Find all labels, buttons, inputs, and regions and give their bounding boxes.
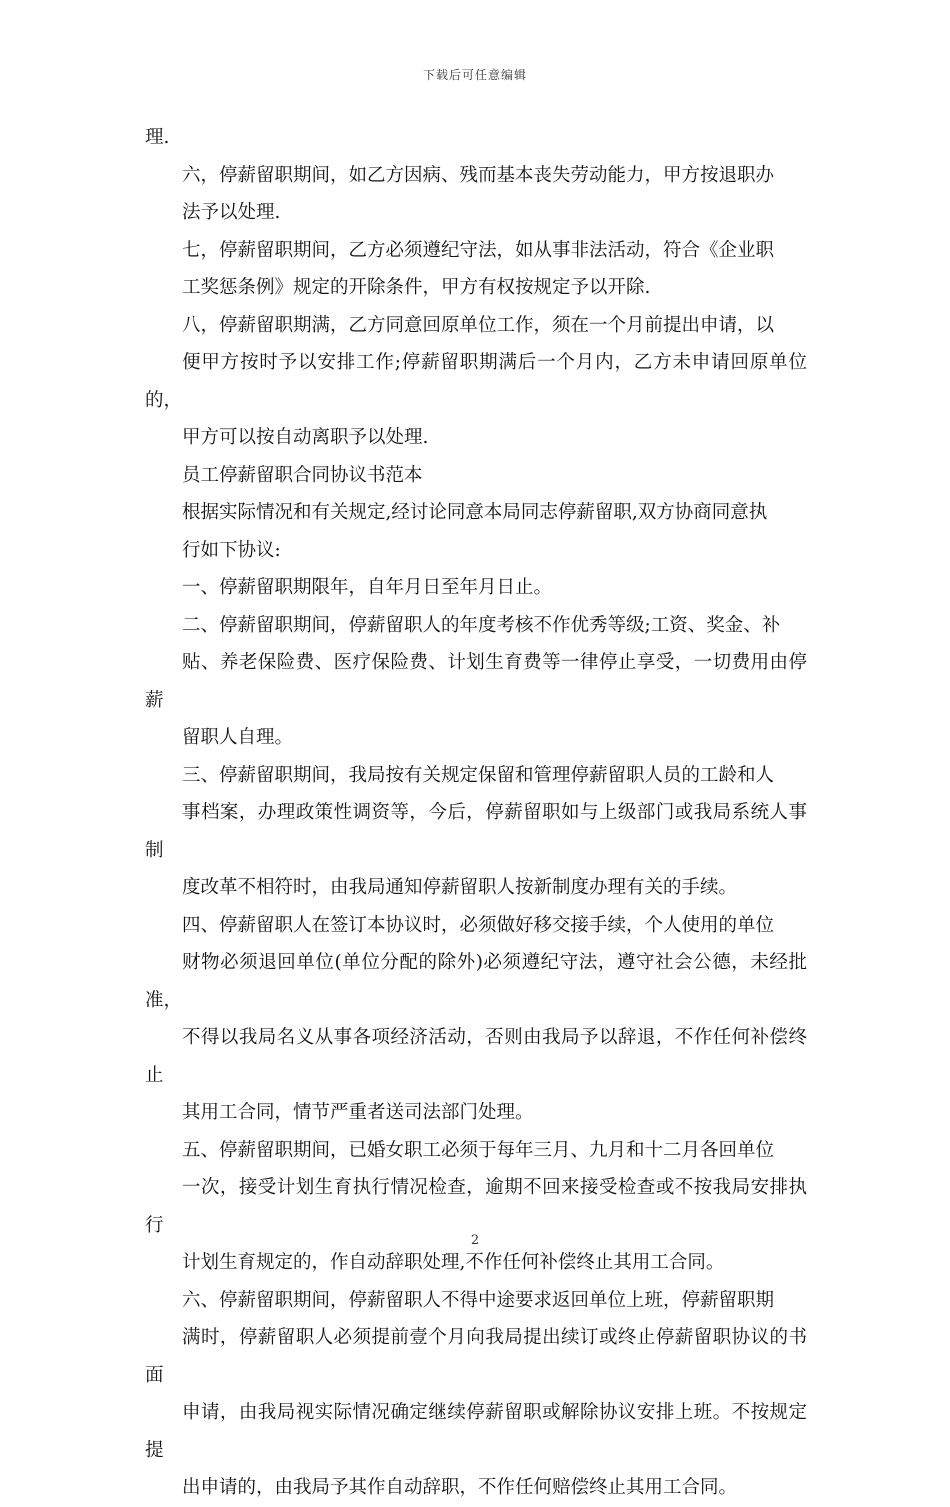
paragraph-line: 二、停薪留职期间，停薪留职人的年度考核不作优秀等级;工资、奖金、补 (182, 614, 781, 636)
paragraph (145, 307, 807, 457)
paragraph-line: 甲方可以按自动离职予以处理. (182, 427, 429, 448)
paragraph-line: 根据实际情况和有关规定,经讨论同意本局同志停薪留职,双方协商同意执 (182, 502, 768, 523)
paragraph-line: 七，停薪留职期间，乙方必须遵纪守法，如从事非法活动，符合《企业职 (182, 239, 775, 261)
paragraph-line: 法予以处理. (182, 202, 281, 223)
paragraph-line: 不得以我局名义从事各项经济活动，否则由我局予以辞退，不作任何补偿终止 (145, 1027, 807, 1086)
paragraph-line: 工奖惩条例》规定的开除条件，甲方有权按规定予以开除. (182, 277, 651, 298)
paragraph-line: 事档案，办理政策性调资等，今后，停薪留职如与上级部门或我局系统人事制 (145, 802, 807, 861)
paragraph-line: 计划生育规定的，作自动辞职处理,不作任何补偿终止其用工合同。 (182, 1252, 725, 1273)
paragraph-line: 四、停薪留职人在签订本协议时，必须做好移交接手续，个人使用的单位 (182, 914, 775, 936)
paragraph-line: 留职人自理。 (182, 727, 294, 748)
paragraph-line: 财物必须退回单位(单位分配的除外)必须遵纪守法，遵守社会公德，未经批准， (145, 952, 807, 1011)
paragraph (145, 569, 807, 607)
paragraph (145, 757, 807, 907)
paragraph (145, 1132, 807, 1282)
paragraph-line: 员工停薪留职合同协议书范本 (182, 464, 423, 486)
paragraph (145, 119, 807, 157)
paragraph-line: 贴、养老保险费、医疗保险费、计划生育费等一律停止享受，一切费用由停薪 (145, 652, 807, 711)
page-header: 下载后可任意编辑 (422, 68, 527, 82)
paragraph-line: 度改革不相符时，由我局通知停薪留职人按新制度办理有关的手续。 (182, 877, 738, 898)
paragraph-line: 六，停薪留职期间，如乙方因病、残而基本丧失劳动能力，甲方按退职办 (182, 164, 775, 186)
paragraph-line: 三、停薪留职期间，我局按有关规定保留和管理停薪留职人员的工龄和人 (182, 764, 775, 786)
paragraph-line: 出申请的，由我局予其作自动辞职，不作任何赔偿终止其用工合同。 (182, 1477, 738, 1498)
paragraph (145, 607, 807, 757)
paragraph-line: 便甲方按时予以安排工作;停薪留职期满后一个月内，乙方未申请回原单位的， (145, 352, 807, 411)
paragraph-line: 一次，接受计划生育执行情况检查，逾期不回来接受检查或不按我局安排执行 (145, 1177, 807, 1236)
paragraph (145, 1282, 807, 1507)
paragraph (145, 494, 807, 569)
paragraph (145, 907, 807, 1132)
paragraph (145, 232, 807, 307)
document-body (145, 119, 807, 1507)
paragraph-line: 八，停薪留职期满，乙方同意回原单位工作，须在一个月前提出申请，以 (182, 314, 775, 336)
page-number: 2 (470, 1233, 480, 1248)
paragraph-line: 理. (145, 127, 170, 148)
paragraph-line: 满时，停薪留职人必须提前壹个月向我局提出续订或终止停薪留职协议的书面 (145, 1327, 807, 1386)
paragraph-line: 一、停薪留职期限年，自年月日至年月日止。 (182, 577, 553, 598)
paragraph-line: 其用工合同，情节严重者送司法部门处理。 (182, 1102, 534, 1123)
paragraph (145, 457, 807, 495)
paragraph-line: 五、停薪留职期间，已婚女职工必须于每年三月、九月和十二月各回单位 (182, 1139, 775, 1161)
paragraph-line: 行如下协议: (182, 539, 281, 561)
paragraph (145, 157, 807, 232)
paragraph-line: 六、停薪留职期间，停薪留职人不得中途要求返回单位上班，停薪留职期 (182, 1289, 775, 1311)
paragraph-line: 申请，由我局视实际情况确定继续停薪留职或解除协议安排上班。不按规定提 (145, 1402, 807, 1461)
